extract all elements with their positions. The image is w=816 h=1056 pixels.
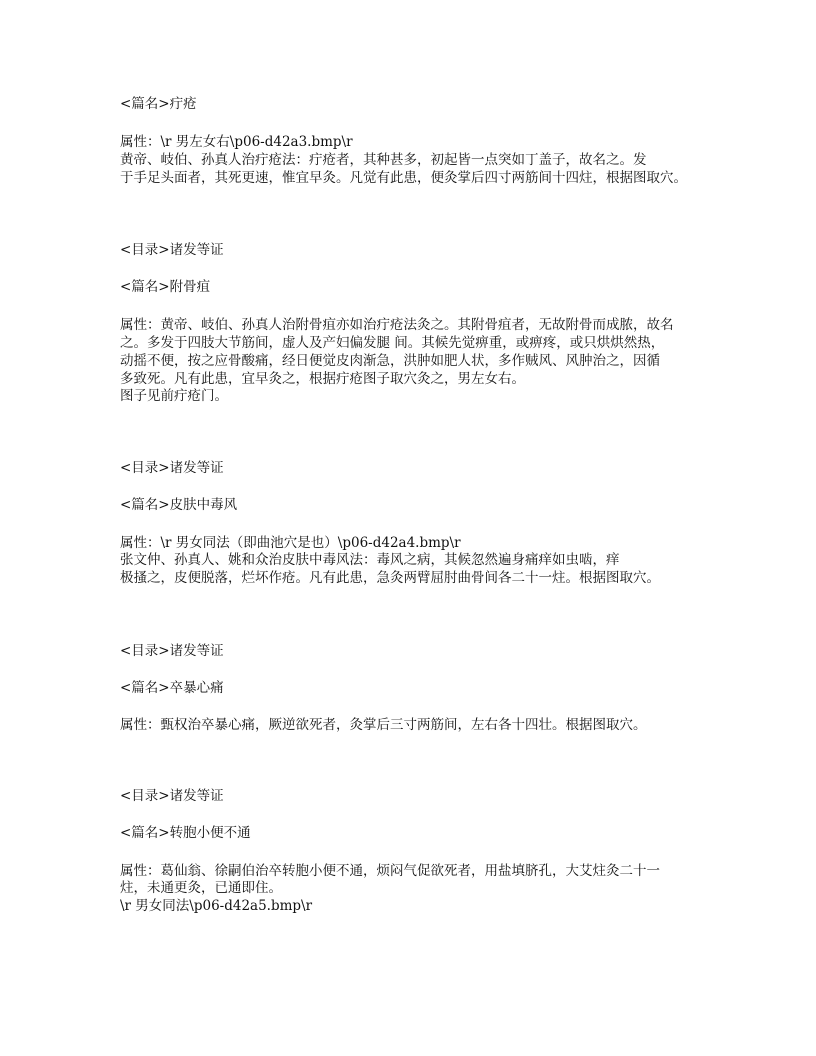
body-text-line: 动摇不便，按之应骨酸痛，经日便觉皮肉渐急，洪肿如肥人状，多作贼风、风肿治之，因循 — [120, 353, 660, 369]
catalog-heading: <目录>诸发等证 — [120, 242, 224, 258]
section-title: <篇名>转胞小便不通 — [120, 825, 251, 841]
body-text-line: 炷，未通更灸，已通即住。 — [120, 880, 282, 896]
body-text-line: 属性：葛仙翁、徐嗣伯治卒转胞小便不通，烦闷气促欲死者，用盐填脐孔，大艾炷灸二十一 — [120, 863, 660, 879]
body-text-line: 图子见前疔疮门。 — [120, 388, 228, 404]
catalog-heading: <目录>诸发等证 — [120, 460, 224, 476]
attribute-line: 属性：\r 男女同法（即曲池穴是也）\p06-d42a4.bmp\r — [120, 535, 461, 551]
section-title: <篇名>疔疮 — [120, 96, 197, 112]
body-text-line: 于手足头面者，其死更速，惟宜早灸。凡觉有此患，便灸掌后四寸两筋间十四炷，根据图取穴。 — [120, 170, 687, 186]
attribute-line: 属性：\r 男左女右\p06-d42a3.bmp\r — [120, 134, 353, 150]
body-text-line: 属性：甄权治卒暴心痛，厥逆欲死者，灸掌后三寸两筋间，左右各十四壮。根据图取穴。 — [120, 717, 647, 733]
catalog-heading: <目录>诸发等证 — [120, 788, 224, 804]
body-text-line: 极搔之，皮便脱落，烂坏作疮。凡有此患，急灸两臂屈肘曲骨间各二十一炷。根据图取穴。 — [120, 570, 660, 586]
catalog-heading: <目录>诸发等证 — [120, 643, 224, 659]
section-title: <篇名>附骨疽 — [120, 279, 211, 295]
section-title: <篇名>皮肤中毒风 — [120, 497, 238, 513]
body-text-line: 之。多发于四肢大节筋间，虚人及产妇偏发腿 间。其候先觉痹重，或痹疼，或只烘烘然热， — [120, 335, 665, 351]
attribute-line: \r 男女同法\p06-d42a5.bmp\r — [120, 898, 313, 914]
section-title: <篇名>卒暴心痛 — [120, 680, 224, 696]
body-text-line: 张文仲、孙真人、姚和众治皮肤中毒风法：毒风之病，其候忽然遍身痛痒如虫啮，痒 — [120, 552, 620, 568]
body-text-line: 属性：黄帝、岐伯、孙真人治附骨疽亦如治疔疮法灸之。其附骨疽者，无故附骨而成脓，故名 — [120, 317, 674, 333]
body-text-line: 多致死。凡有此患，宜早灸之，根据疔疮图子取穴灸之，男左女右。 — [120, 371, 525, 387]
body-text-line: 黄帝、岐伯、孙真人治疔疮法：疔疮者，其种甚多，初起皆一点突如丁盖子，故名之。发 — [120, 152, 647, 168]
